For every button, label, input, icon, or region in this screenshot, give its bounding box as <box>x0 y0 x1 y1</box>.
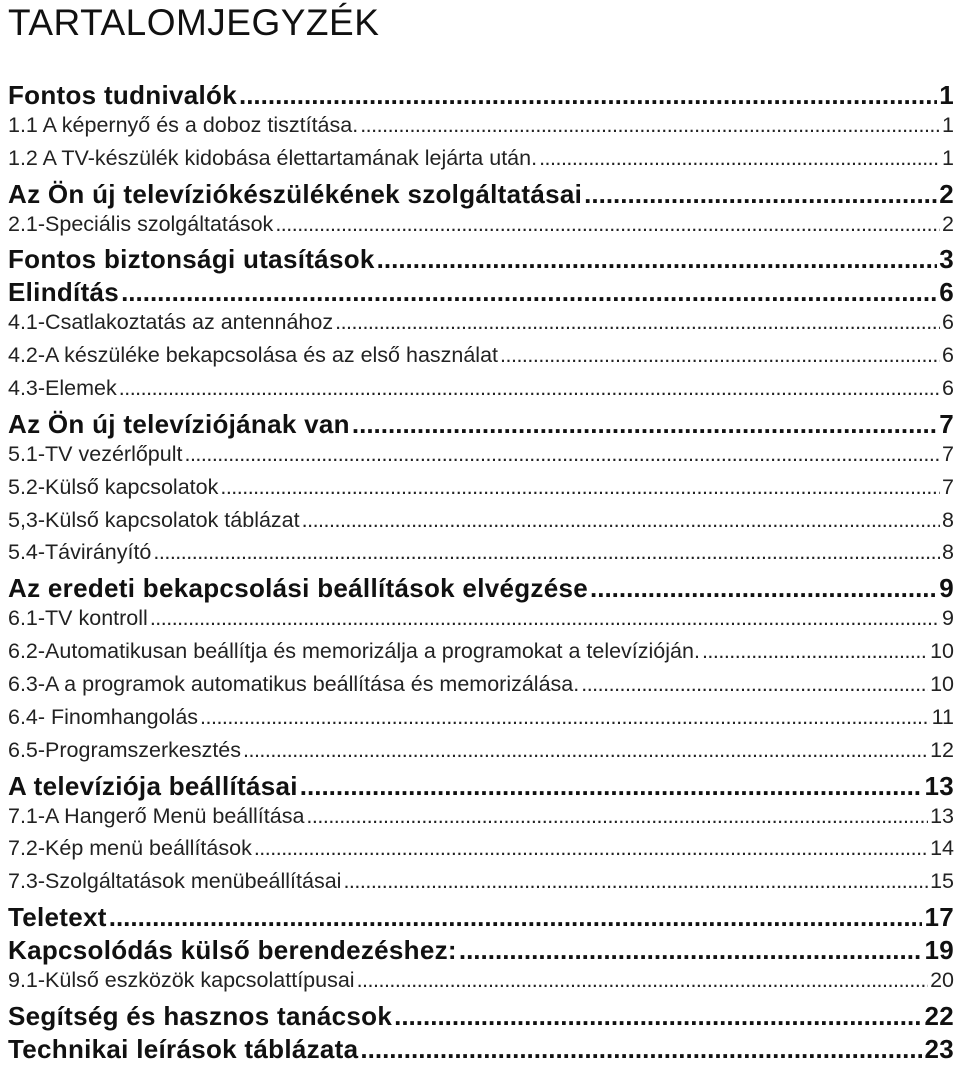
toc-entry-page-number: 22 <box>924 1000 954 1031</box>
dot-leader <box>360 113 940 138</box>
toc-section-entry[interactable] <box>8 1034 954 1067</box>
dot-leader <box>121 277 937 308</box>
dot-leader <box>275 212 940 237</box>
toc-subsection-entry[interactable] <box>8 869 954 902</box>
toc-entry-label: Fontos tudnivalók <box>8 80 237 110</box>
toc-section-entry[interactable] <box>8 902 954 935</box>
dot-leader <box>584 179 937 210</box>
toc-section-entry[interactable] <box>8 573 954 606</box>
toc-entry-page-number: 14 <box>930 836 954 861</box>
dot-leader <box>184 442 940 467</box>
toc-entry-label: 6.3-A a programok automatikus beállítása és memorizálása. <box>8 672 580 697</box>
toc-entry-label: 5.2-Külső kapcsolatok <box>8 474 219 499</box>
toc-entry-page-number: 23 <box>924 1033 954 1064</box>
toc-entry-label: Technikai leírások táblázata <box>8 1033 359 1064</box>
toc-subsection-entry[interactable] <box>8 804 954 837</box>
toc-entry-label: 1.1 A képernyő és a doboz tisztítása. <box>8 112 359 137</box>
dot-leader <box>590 573 937 604</box>
toc-entry-page-number: 2 <box>939 178 954 209</box>
dot-leader <box>109 902 923 933</box>
toc-section-entry[interactable] <box>8 244 954 277</box>
toc-subsection-entry[interactable] <box>8 606 954 639</box>
dot-leader <box>306 804 928 829</box>
toc-entry-page-number: 6 <box>942 343 954 368</box>
toc-entry-label: 7.3-Szolgáltatások menübeállításai <box>8 869 342 894</box>
toc-entry-label: 6.4- Finomhangolás <box>8 704 199 729</box>
toc-entry-label: 7.1-A Hangerő Menü beállítása <box>8 803 305 828</box>
toc-entry-label: 5,3-Külső kapcsolatok táblázat <box>8 507 300 532</box>
toc-section-entry[interactable] <box>8 80 954 113</box>
dot-leader <box>360 1034 922 1065</box>
dot-leader <box>335 310 940 335</box>
dot-leader <box>300 771 923 802</box>
toc-entry-page-number: 7 <box>939 408 954 439</box>
toc-subsection-entry[interactable] <box>8 540 954 573</box>
toc-entry-page-number: 1 <box>939 80 954 110</box>
toc-entry-label: 4.3-Elemek <box>8 376 117 401</box>
toc-entry-label: 2.1-Speciális szolgáltatások <box>8 211 274 236</box>
toc-subsection-entry[interactable] <box>8 310 954 343</box>
toc-entry-label: 4.1-Csatlakoztatás az antennához <box>8 310 334 335</box>
dot-leader <box>200 705 930 730</box>
dot-leader <box>539 146 940 171</box>
toc-entry-label: Fontos biztonsági utasítások <box>8 244 375 275</box>
toc-entry-page-number: 10 <box>930 639 954 664</box>
toc-subsection-entry[interactable] <box>8 639 954 672</box>
dot-leader <box>500 343 940 368</box>
toc-entry-label: Az Ön új televíziókészülékének szolgáltatásai <box>8 178 583 209</box>
toc-entry-page-number: 20 <box>930 968 954 993</box>
toc-entry-label: A televíziója beállításai <box>8 770 298 801</box>
toc-subsection-entry[interactable] <box>8 212 954 245</box>
dot-leader <box>254 836 928 861</box>
toc-entry-label: 1.2 A TV-készülék kidobása élettartamának lejárta után. <box>8 145 538 170</box>
toc-entry-label: 9.1-Külső eszközök kapcsolattípusai <box>8 968 355 993</box>
toc-entry-label: Az eredeti bekapcsolási beállítások elvégzése <box>8 573 589 604</box>
toc-subsection-entry[interactable] <box>8 968 954 1001</box>
toc-subsection-entry[interactable] <box>8 672 954 705</box>
toc-entry-label: 5.1-TV vezérlőpult <box>8 441 183 466</box>
toc-subsection-entry[interactable] <box>8 475 954 508</box>
toc-subsection-entry[interactable] <box>8 146 954 179</box>
dot-leader <box>119 376 940 401</box>
dot-leader <box>581 672 928 697</box>
toc-entry-page-number: 2 <box>942 211 954 236</box>
document-title: TARTALOMJEGYZÉK <box>8 2 380 43</box>
toc-subsection-entry[interactable] <box>8 836 954 869</box>
toc-entry-label: Teletext <box>8 902 107 933</box>
toc-entry-page-number: 6 <box>942 376 954 401</box>
toc-subsection-entry[interactable] <box>8 738 954 771</box>
toc-entry-label: 6.1-TV kontroll <box>8 606 148 631</box>
toc-entry-page-number: 1 <box>942 145 954 170</box>
dot-leader <box>243 738 928 763</box>
toc-section-entry[interactable] <box>8 771 954 804</box>
toc-entry-page-number: 12 <box>930 737 954 762</box>
toc-entry-page-number: 3 <box>939 244 954 275</box>
toc-section-entry[interactable] <box>8 179 954 212</box>
toc-entry-page-number: 15 <box>930 869 954 894</box>
dot-leader <box>459 935 923 966</box>
toc-section-entry[interactable] <box>8 935 954 968</box>
dot-leader <box>153 540 940 565</box>
toc-entry-page-number: 7 <box>942 441 954 466</box>
toc-entry-label: Elindítás <box>8 277 120 308</box>
table-of-contents <box>8 80 954 1067</box>
toc-entry-label: 6.5-Programszerkesztés <box>8 737 241 762</box>
dot-leader <box>343 869 928 894</box>
toc-entry-page-number: 1 <box>942 112 954 137</box>
toc-entry-page-number: 11 <box>931 704 954 729</box>
toc-subsection-entry[interactable] <box>8 343 954 376</box>
dot-leader <box>702 639 928 664</box>
toc-entry-label: Segítség és hasznos tanácsok <box>8 1000 393 1031</box>
toc-entry-page-number: 17 <box>924 902 954 933</box>
toc-subsection-entry[interactable] <box>8 113 954 146</box>
toc-entry-label: 7.2-Kép menü beállítások <box>8 836 252 861</box>
toc-entry-page-number: 7 <box>942 474 954 499</box>
dot-leader <box>394 1001 922 1032</box>
toc-entry-label: Az Ön új televíziójának van <box>8 408 350 439</box>
toc-subsection-entry[interactable] <box>8 705 954 738</box>
dot-leader <box>352 409 937 440</box>
dot-leader <box>220 475 940 500</box>
toc-entry-page-number: 6 <box>942 310 954 335</box>
dot-leader <box>357 968 929 993</box>
toc-entry-page-number: 8 <box>942 540 954 565</box>
toc-entry-page-number: 13 <box>924 770 954 801</box>
toc-entry-label: Kapcsolódás külső berendezéshez: <box>8 935 457 966</box>
toc-entry-page-number: 19 <box>924 935 954 966</box>
dot-leader <box>239 80 937 111</box>
toc-section-entry[interactable] <box>8 1001 954 1034</box>
dot-leader <box>302 508 940 533</box>
dot-leader <box>150 606 940 631</box>
toc-subsection-entry[interactable] <box>8 508 954 541</box>
toc-entry-page-number: 6 <box>939 277 954 308</box>
dot-leader <box>377 244 938 275</box>
toc-entry-page-number: 8 <box>942 507 954 532</box>
toc-entry-page-number: 9 <box>939 573 954 604</box>
toc-section-entry[interactable] <box>8 277 954 310</box>
toc-section-entry[interactable] <box>8 409 954 442</box>
toc-subsection-entry[interactable] <box>8 442 954 475</box>
toc-entry-label: 6.2-Automatikusan beállítja és memorizálja a programokat a televízióján. <box>8 639 700 664</box>
toc-subsection-entry[interactable] <box>8 376 954 409</box>
toc-entry-label: 4.2-A készüléke bekapcsolása és az első használat <box>8 343 499 368</box>
toc-entry-label: 5.4-Távirányító <box>8 540 152 565</box>
toc-entry-page-number: 9 <box>942 606 954 631</box>
toc-entry-page-number: 10 <box>930 672 954 697</box>
toc-entry-page-number: 13 <box>930 803 954 828</box>
